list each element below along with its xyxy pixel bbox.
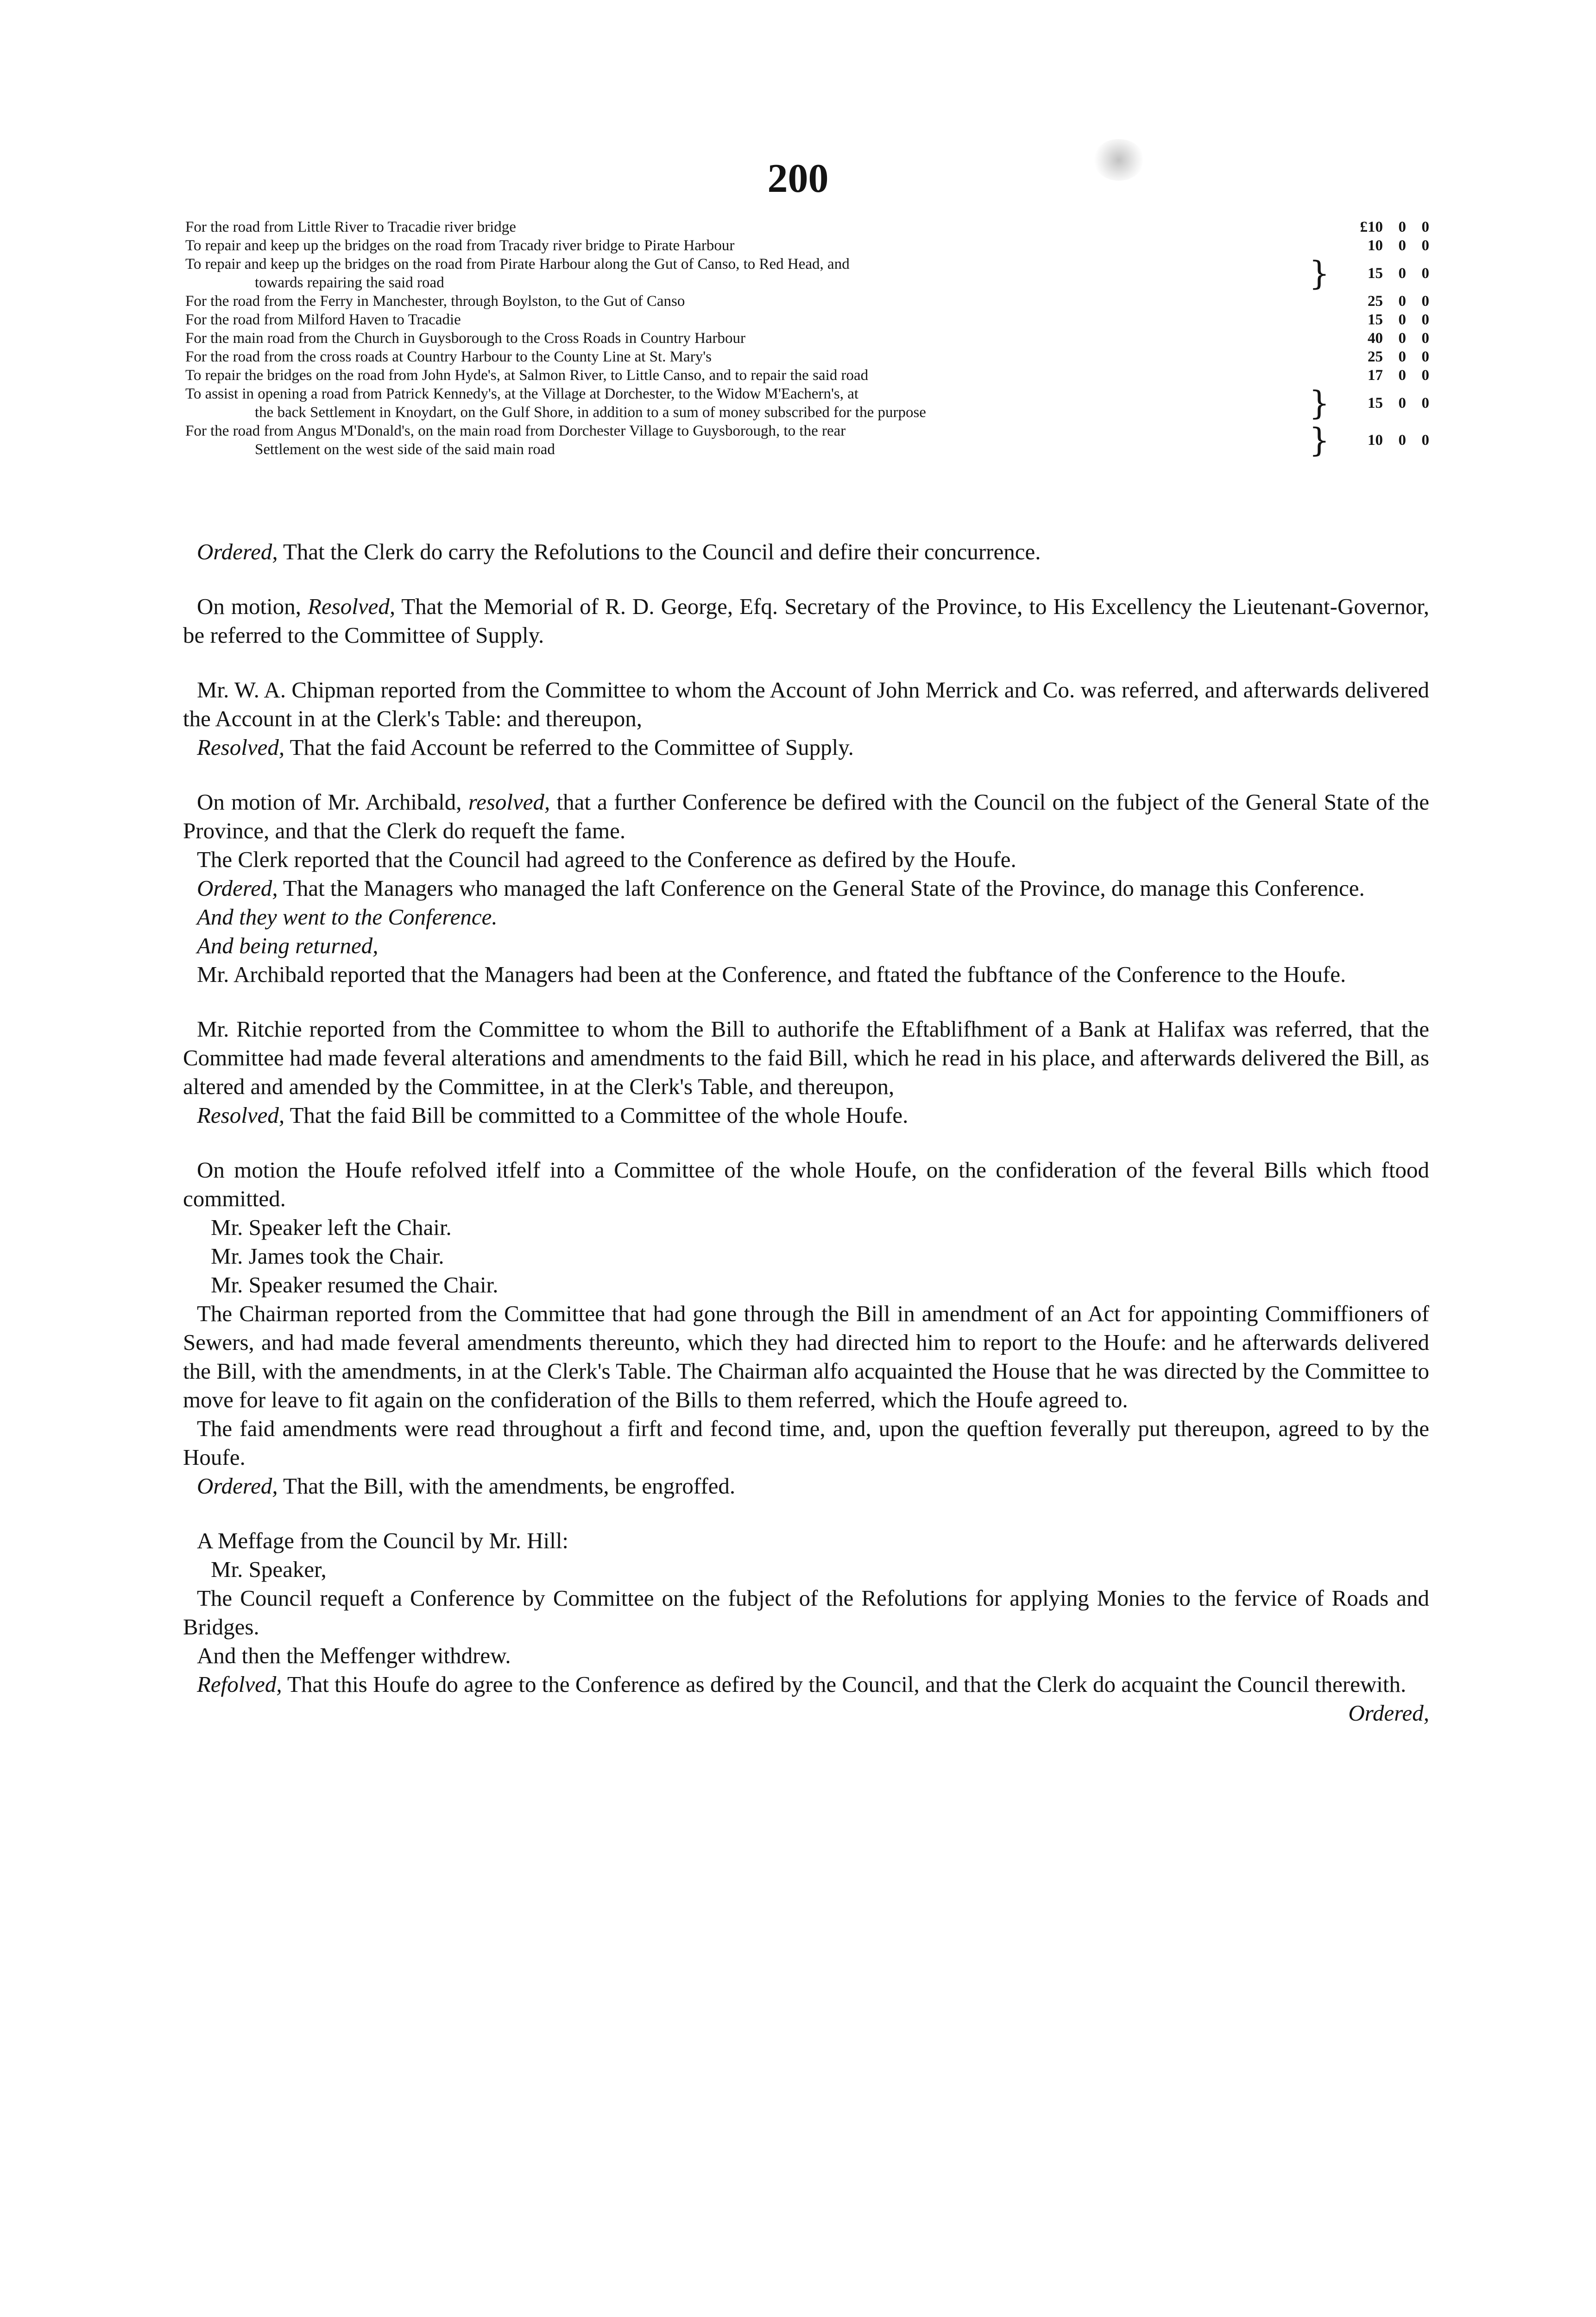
paragraph-messenger-withdrew: And then the Meffenger withdrew. bbox=[197, 1643, 511, 1668]
grant-amount bbox=[1337, 329, 1429, 348]
grant-row bbox=[185, 292, 1429, 310]
road-grants-table bbox=[185, 218, 1429, 459]
pence-value: 0 bbox=[1421, 311, 1429, 328]
grant-amount bbox=[1337, 292, 1429, 310]
paragraph-chipman-report: Mr. W. A. Chipman reported from the Committee to whom the Account of John Merrick and Co. was referred, and afterwards delivered the Account in at the Clerk's Table: and thereupon, bbox=[183, 677, 1429, 731]
italic-ordered: Ordered, bbox=[197, 875, 278, 901]
italic-resolved: Refolved, bbox=[197, 1671, 282, 1697]
pence-value: 0 bbox=[1421, 330, 1429, 347]
paragraph-chairman-reported: The Chairman reported from the Committee that had gone through the Bill in amendment of an Act for appointing Commiffioners of Sewers, and had made feveral amendments thereunto, which they had directed him to report to the Houfe: and he afterwards delivered the Bill, with the amendments, in at the Clerk's Table. The Chairman alfo acquainted the House that he was directed by the Committee to move for leave to fit again on the confideration of the Bills to them referred, which the Houfe agreed to. bbox=[183, 1301, 1429, 1412]
grant-row bbox=[185, 366, 1429, 385]
catchword: Ordered, bbox=[1348, 1700, 1429, 1726]
pounds-value: 25 bbox=[1368, 348, 1383, 365]
paragraph-resolved-account bbox=[183, 733, 1429, 762]
paragraph-text: that a further Conference be defired with the Council on the fubject of the General State of the Province, and that the Clerk do requeft the fame. bbox=[183, 789, 1429, 843]
paragraph-ritchie-bank-bill: Mr. Ritchie reported from the Committee to whom the Bill to authorife the Eftablifhment of a Bank at Halifax was referred, that the Committee had made feveral alterations and amendments to the faid Bill, which he read in his place, and afterwards delivered the Bill, as altered and amended by the Committee, in at the Clerk's Table, and thereupon, bbox=[183, 1016, 1429, 1099]
paragraph-text: That the Bill, with the amendments, be engroffed. bbox=[278, 1473, 736, 1499]
grant-description: For the main road from the Church in Guysborough to the Cross Roads in Country Harbour bbox=[185, 330, 745, 347]
paragraph-ordered-engrossed bbox=[183, 1472, 1429, 1500]
grant-amount bbox=[1337, 394, 1429, 412]
grant-description-continued: towards repairing the said road bbox=[255, 274, 444, 291]
paragraph-council-request: The Council requeft a Conference by Committee on the fubject of the Refolutions for applying Monies to the fervice of Roads and Bridges. bbox=[183, 1585, 1429, 1640]
pounds-value: 40 bbox=[1368, 330, 1383, 347]
pence-value: 0 bbox=[1421, 367, 1429, 384]
grant-description-continued: the back Settlement in Knoydart, on the Gulf Shore, in addition to a sum of money subscribed for the purpose bbox=[255, 404, 926, 421]
grant-row bbox=[185, 329, 1429, 348]
page-number: 200 bbox=[767, 156, 829, 201]
paragraph-text: That the faid Bill be committed to a Committee of the whole Houfe. bbox=[284, 1102, 908, 1128]
grant-row bbox=[185, 422, 1429, 459]
shillings-value: 0 bbox=[1398, 330, 1406, 347]
paragraph-text: That the Memorial of R. D. George, Efq. Secretary of the Province, to His Excellency the Lieutenant-Governor, be referred to the Committee of Supply. bbox=[183, 594, 1430, 648]
pounds-value: 15 bbox=[1368, 395, 1383, 411]
paragraph-went-to-conference bbox=[183, 903, 1429, 931]
shillings-value: 0 bbox=[1398, 395, 1406, 411]
grant-amount bbox=[1337, 264, 1429, 283]
italic-ordered: Ordered, bbox=[197, 1473, 278, 1499]
shillings-value: 0 bbox=[1398, 348, 1406, 365]
italic-line: And they went to the Conference. bbox=[197, 904, 498, 930]
grant-amount bbox=[1337, 431, 1429, 449]
grant-row bbox=[185, 310, 1429, 329]
pence-value: 0 bbox=[1421, 432, 1429, 449]
journal-body bbox=[183, 538, 1429, 1728]
grant-amount bbox=[1337, 366, 1429, 385]
paragraph-clerk-reported: The Clerk reported that the Council had agreed to the Conference as defired by the Houfe. bbox=[197, 847, 1016, 872]
grant-row bbox=[185, 255, 1429, 292]
paragraph-text: That the Managers who managed the laft Conference on the General State of the Province, do manage this Conference. bbox=[278, 875, 1365, 901]
paragraph-speaker-left: Mr. Speaker left the Chair. bbox=[211, 1215, 452, 1240]
paragraph-text: That the faid Account be referred to the Committee of Supply. bbox=[284, 734, 854, 760]
paragraph-mr-speaker: Mr. Speaker, bbox=[211, 1557, 327, 1582]
grant-description: For the road from Milford Haven to Tracadie bbox=[185, 311, 461, 328]
pence-value: 0 bbox=[1421, 265, 1429, 282]
grant-amount bbox=[1337, 218, 1429, 236]
paragraph-ordered-managers bbox=[183, 874, 1429, 903]
paragraph-resolved-agree-conference bbox=[183, 1670, 1429, 1699]
italic-line: And being returned, bbox=[197, 933, 378, 958]
shillings-value: 0 bbox=[1398, 432, 1406, 449]
paragraph-archibald-motion bbox=[183, 788, 1429, 845]
grant-description-continued: Settlement on the west side of the said main road bbox=[255, 441, 555, 458]
paragraph-being-returned bbox=[183, 931, 1429, 960]
grant-description: For the road from Angus M'Donald's, on the main road from Dorchester Village to Guysborough, to the rear bbox=[185, 423, 846, 439]
paragraph-speaker-resumed: Mr. Speaker resumed the Chair. bbox=[211, 1272, 498, 1298]
catchword-row bbox=[183, 1699, 1429, 1728]
pounds-value: 25 bbox=[1368, 293, 1383, 310]
pounds-value: 15 bbox=[1368, 265, 1383, 282]
italic-resolved: Resolved, bbox=[308, 594, 396, 619]
shillings-value: 0 bbox=[1398, 311, 1406, 328]
paragraph-resolved-bill-committed bbox=[183, 1101, 1429, 1130]
italic-resolved: Resolved, bbox=[197, 734, 285, 760]
paragraph-text: On motion of Mr. Archibald, bbox=[197, 789, 468, 815]
pounds-value: 15 bbox=[1368, 311, 1383, 328]
paragraph-james-took-chair: Mr. James took the Chair. bbox=[211, 1243, 444, 1269]
paragraph-amendments-read: The faid amendments were read throughout a firft and fecond time, and, upon the queftion feverally put thereupon, agreed to by the Houfe. bbox=[183, 1416, 1429, 1470]
paragraph-text: On motion, bbox=[197, 594, 308, 619]
paragraph-archibald-report: Mr. Archibald reported that the Managers had been at the Conference, and ftated the fubftance of the Conference to the Houfe. bbox=[197, 962, 1346, 987]
pence-value: 0 bbox=[1421, 237, 1429, 254]
paragraph-memorial-george bbox=[183, 592, 1429, 650]
brace-glyph: } bbox=[1309, 254, 1330, 292]
grant-description: To repair and keep up the bridges on the road from Pirate Harbour along the Gut of Canso, to Red Head, and bbox=[185, 256, 850, 272]
grant-description: To repair and keep up the bridges on the road from Tracady river bridge to Pirate Harbour bbox=[185, 237, 735, 254]
pence-value: 0 bbox=[1421, 293, 1429, 310]
grant-row bbox=[185, 385, 1429, 422]
shillings-value: 0 bbox=[1398, 265, 1406, 282]
pounds-value: £10 bbox=[1360, 219, 1383, 235]
paragraph-text: That this Houfe do agree to the Conference as defired by the Council, and that the Clerk do acquaint the Council therewith. bbox=[282, 1671, 1407, 1697]
ink-smudge bbox=[1093, 139, 1144, 181]
italic-resolved: Resolved, bbox=[197, 1102, 285, 1128]
grant-amount bbox=[1337, 348, 1429, 366]
grant-amount bbox=[1337, 310, 1429, 329]
pounds-value: 17 bbox=[1368, 367, 1383, 384]
grant-description: To repair the bridges on the road from John Hyde's, at Salmon River, to Little Canso, and to repair the said road bbox=[185, 367, 869, 384]
pence-value: 0 bbox=[1421, 219, 1429, 235]
pounds-value: 10 bbox=[1368, 432, 1383, 449]
paragraph-ordered-carry-resolutions bbox=[183, 538, 1429, 566]
shillings-value: 0 bbox=[1398, 293, 1406, 310]
pounds-value: 10 bbox=[1368, 237, 1383, 254]
grant-description: For the road from the Ferry in Manchester, through Boylston, to the Gut of Canso bbox=[185, 293, 685, 310]
paragraph-message-council: A Meffage from the Council by Mr. Hill: bbox=[197, 1528, 569, 1553]
shillings-value: 0 bbox=[1398, 237, 1406, 254]
grant-row bbox=[185, 236, 1429, 255]
paragraph-text: That the Clerk do carry the Refolutions to the Council and defire their concurrence. bbox=[278, 539, 1041, 564]
grant-description: For the road from the cross roads at Country Harbour to the County Line at St. Mary's bbox=[185, 348, 712, 365]
grant-row bbox=[185, 348, 1429, 366]
pence-value: 0 bbox=[1421, 348, 1429, 365]
pence-value: 0 bbox=[1421, 395, 1429, 411]
grant-row bbox=[185, 218, 1429, 236]
grant-amount bbox=[1337, 236, 1429, 255]
grant-description: To assist in opening a road from Patrick Kennedy's, at the Village at Dorchester, to the Widow M'Eachern's, at bbox=[185, 386, 859, 402]
brace-glyph: } bbox=[1309, 384, 1330, 422]
shillings-value: 0 bbox=[1398, 219, 1406, 235]
brace-glyph: } bbox=[1309, 421, 1330, 459]
italic-ordered: Ordered, bbox=[197, 539, 278, 564]
paragraph-committee-whole-house: On motion the Houfe refolved itfelf into a Committee of the whole Houfe, on the confideration of the feveral Bills which ftood committed. bbox=[183, 1157, 1429, 1211]
grant-description: For the road from Little River to Tracadie river bridge bbox=[185, 219, 516, 235]
shillings-value: 0 bbox=[1398, 367, 1406, 384]
italic-resolved: resolved, bbox=[468, 789, 550, 815]
